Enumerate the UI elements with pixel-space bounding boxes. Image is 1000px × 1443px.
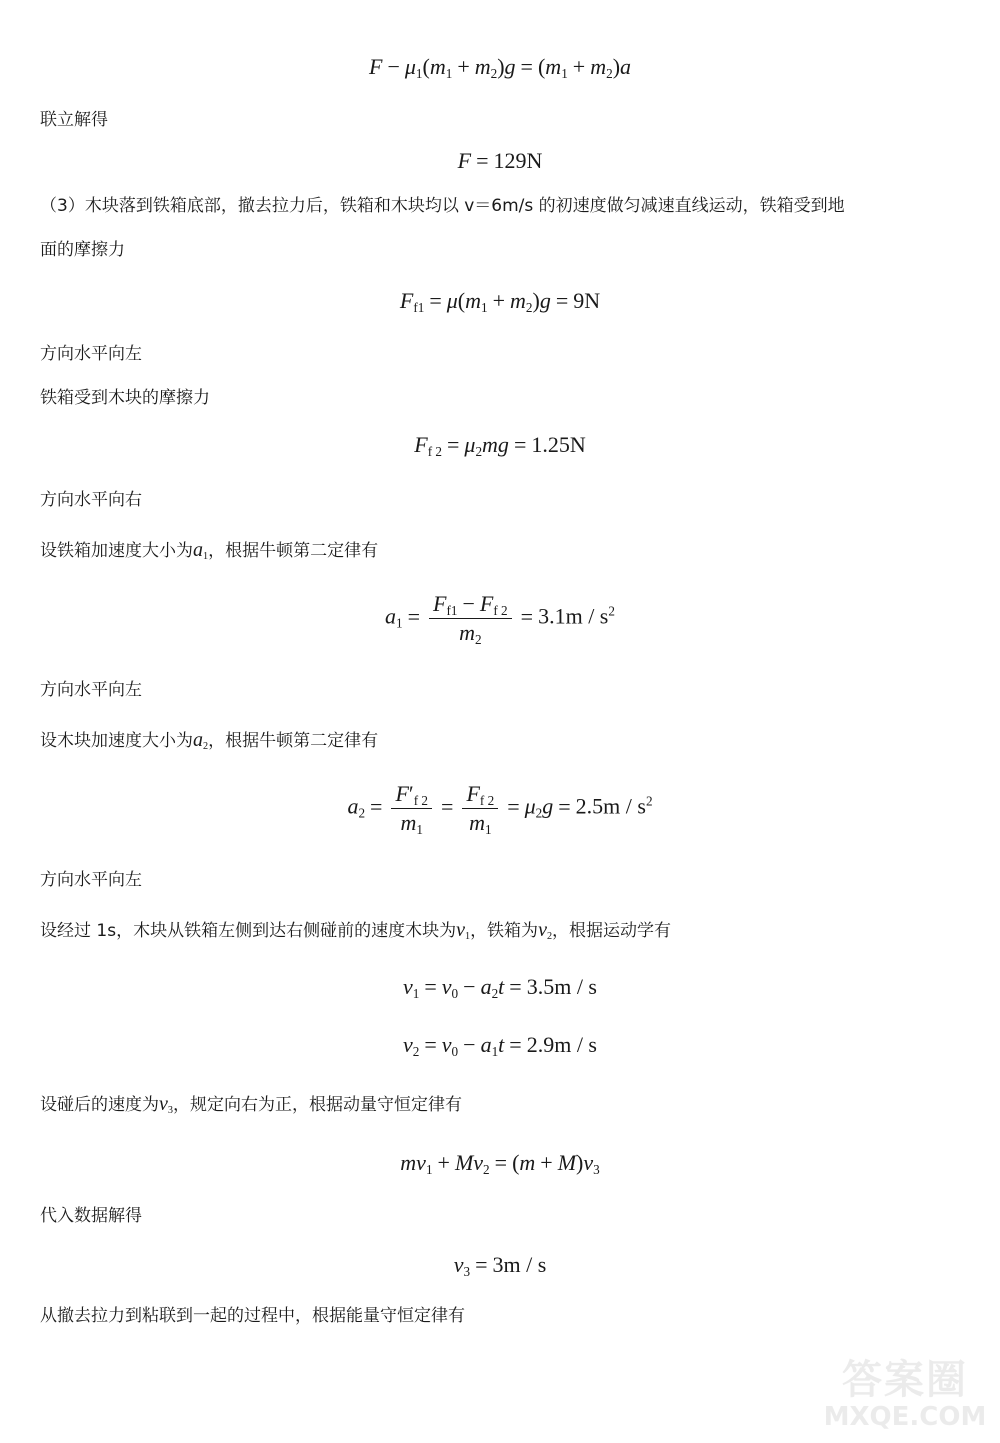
equation-block-friction: $F_{f 2} = \mu_2mg = 1.25N$ [414,432,586,459]
paragraph-velocity-intro: 设经过 1s，木块从铁箱左侧到达右侧碰前的速度木块为$v_1$，铁箱为$v_2$，根据运动学有 [40,919,672,943]
vel1-value: 3.5m / s [526,974,597,999]
equation-velocity1: $v_1 = v_0 - a_2t = 3.5m / s$ [403,974,597,1001]
fraction-accel1: $\frac{F_{f1} - F_{f 2}}{m_2}$ [429,590,512,647]
paragraph-solve-1: 联立解得 [40,110,108,130]
vel2-value: 2.9m / s [526,1032,597,1057]
equation-velocity2: $v_2 = v_0 - a_1t = 2.9m / s$ [403,1032,597,1059]
paragraph-box-friction: 铁箱受到木块的摩擦力 [40,388,210,408]
friction2-value: 1.25N [531,432,586,457]
paragraph-direction-left-2: 方向水平向左 [40,680,142,700]
paragraph-part3: （3）木块落到铁箱底部，撤去拉力后，铁箱和木块均以 v＝6m/s 的初速度做匀减速直线运动，铁箱受到地 [40,196,845,216]
paragraph-direction-right: 方向水平向右 [40,490,142,510]
friction1-value: 9N [573,288,601,313]
equation-accel1: $a_1$ = $\frac{F_{f1} - F_{f 2}}{m_2}$ = $3.1m / s^2$ [385,591,615,647]
fraction-accel2-b: $\frac{F_{f 2}}{m_1}$ [462,780,498,837]
paragraph-direction-left-1: 方向水平向左 [40,344,142,364]
paragraph-energy: 从撤去拉力到粘联到一起的过程中，根据能量守恒定律有 [40,1306,465,1326]
watermark-logo: 答案圈 [842,1357,968,1403]
accel1-value: 3.1m / s [538,603,609,629]
equation-velocity3: $v_3 = 3m / s$ [453,1252,547,1279]
equation-force-result: F = 129N [457,148,543,173]
paragraph-substitute: 代入数据解得 [40,1206,142,1226]
equation-ground-friction: $F_{f1} = \mu(m_1 + m_2)g = 9N$ [399,288,601,315]
accel2-value: 2.5m / s [575,793,646,819]
equation-newton-system: $F - \mu_1(m_1 + m_2)g = (m_1 + m_2)a$ [368,54,632,81]
paragraph-accel1-intro: 设铁箱加速度大小为$a_1$，根据牛顿第二定律有 [40,539,379,563]
watermark-site: MXQE.COM [823,1402,987,1432]
equation-accel2: $a_2$ = $\frac{F'_{f 2}}{m_1}$ = $\frac{F_{f 2}}{m_1}$ = $\mu_2g = 2.5m / s^2$ [347,781,653,837]
watermark [820,1348,990,1438]
vel3-value: 3m / s [492,1252,547,1277]
equation-momentum: $mv_1 + Mv_2 = (m + M)v_3$ [400,1150,600,1177]
paragraph-direction-left-3: 方向水平向左 [40,870,142,890]
paragraph-part3-cont: 面的摩擦力 [40,240,125,260]
force-value: 129N [493,148,543,173]
paragraph-momentum-intro: 设碰后的速度为$v_3$，规定向右为正，根据动量守恒定律有 [40,1093,462,1117]
fraction-accel2-a: $\frac{F'_{f 2}}{m_1}$ [391,780,432,837]
paragraph-accel2-intro: 设木块加速度大小为$a_2$，根据牛顿第二定律有 [40,729,379,753]
